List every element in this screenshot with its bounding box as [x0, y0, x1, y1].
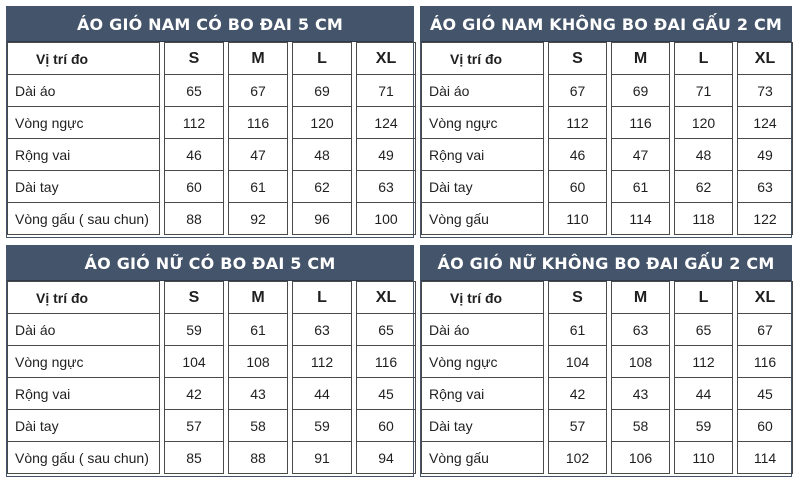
measurement-cell: 112: [549, 107, 607, 139]
measurement-cell: 60: [738, 410, 793, 442]
table-row: [8, 442, 416, 474]
measurement-cell: 65: [165, 75, 224, 107]
measurement-cell: 88: [229, 442, 288, 474]
measurement-cell: 61: [229, 171, 288, 203]
table-row: [8, 139, 416, 171]
column-header-size: L: [293, 43, 352, 75]
measurement-cell: 47: [229, 139, 288, 171]
measurement-cell: 69: [293, 75, 352, 107]
measurement-cell: 65: [675, 314, 733, 346]
measurement-cell: 106: [612, 442, 670, 474]
measurement-cell: 67: [738, 314, 793, 346]
row-label: Vòng gấu: [422, 203, 544, 235]
measurement-cell: 45: [357, 378, 416, 410]
measurement-cell: 63: [293, 314, 352, 346]
header-row: [422, 282, 793, 314]
size-table-women-no-band: [420, 245, 792, 477]
row-label: Vòng ngực: [8, 107, 160, 139]
measurement-cell: 46: [165, 139, 224, 171]
measurement-cell: 116: [357, 346, 416, 378]
size-table-men-with-band: [6, 6, 414, 238]
measurement-cell: 91: [293, 442, 352, 474]
measurement-cell: 58: [612, 410, 670, 442]
measurement-cell: 60: [549, 171, 607, 203]
measurement-cell: 63: [738, 171, 793, 203]
column-header-size: M: [612, 282, 670, 314]
row-label: Dài áo: [8, 75, 160, 107]
size-table: [421, 281, 793, 474]
row-label: Dài tay: [8, 171, 160, 203]
table-row: [422, 75, 793, 107]
row-label: Vòng gấu: [422, 442, 544, 474]
row-label: Dài áo: [8, 314, 160, 346]
table-row: [422, 139, 793, 171]
measurement-cell: 73: [738, 75, 793, 107]
measurement-cell: 58: [229, 410, 288, 442]
column-header-size: S: [165, 43, 224, 75]
measurement-cell: 108: [229, 346, 288, 378]
table-row: [422, 378, 793, 410]
table-row: [8, 171, 416, 203]
measurement-cell: 63: [612, 314, 670, 346]
table-row: [422, 410, 793, 442]
measurement-cell: 67: [549, 75, 607, 107]
row-label: Vòng ngực: [422, 346, 544, 378]
measurement-cell: 88: [165, 203, 224, 235]
header-row: [8, 43, 416, 75]
measurement-cell: 120: [675, 107, 733, 139]
measurement-cell: 49: [357, 139, 416, 171]
measurement-cell: 96: [293, 203, 352, 235]
measurement-cell: 49: [738, 139, 793, 171]
column-header-size: M: [229, 43, 288, 75]
table-row: [8, 75, 416, 107]
column-header-size: XL: [738, 282, 793, 314]
column-header-position: Vị trí đo: [8, 43, 160, 75]
measurement-cell: 62: [675, 171, 733, 203]
table-row: [422, 107, 793, 139]
table-row: [422, 314, 793, 346]
measurement-cell: 62: [293, 171, 352, 203]
table-row: [8, 346, 416, 378]
measurement-cell: 59: [165, 314, 224, 346]
table-row: [422, 171, 793, 203]
measurement-cell: 48: [675, 139, 733, 171]
header-row: [422, 43, 793, 75]
measurement-cell: 118: [675, 203, 733, 235]
measurement-cell: 59: [293, 410, 352, 442]
column-header-position: Vị trí đo: [422, 282, 544, 314]
column-header-size: L: [675, 43, 733, 75]
size-table: [421, 42, 793, 235]
measurement-cell: 116: [612, 107, 670, 139]
table-row: [422, 442, 793, 474]
measurement-cell: 112: [293, 346, 352, 378]
measurement-cell: 92: [229, 203, 288, 235]
measurement-cell: 71: [675, 75, 733, 107]
measurement-cell: 42: [165, 378, 224, 410]
size-table-women-with-band: [6, 245, 414, 477]
row-label: Vòng gấu ( sau chun): [8, 442, 160, 474]
table-row: [8, 378, 416, 410]
measurement-cell: 112: [165, 107, 224, 139]
header-row: [8, 282, 416, 314]
column-header-size: XL: [357, 282, 416, 314]
size-table: [7, 281, 416, 474]
row-label: Rộng vai: [422, 378, 544, 410]
measurement-cell: 59: [675, 410, 733, 442]
column-header-position: Vị trí đo: [8, 282, 160, 314]
measurement-cell: 69: [612, 75, 670, 107]
measurement-cell: 60: [165, 171, 224, 203]
column-header-position: Vị trí đo: [422, 43, 544, 75]
row-label: Rộng vai: [8, 378, 160, 410]
measurement-cell: 122: [738, 203, 793, 235]
table-row: [8, 314, 416, 346]
row-label: Rộng vai: [8, 139, 160, 171]
measurement-cell: 44: [293, 378, 352, 410]
row-label: Vòng ngực: [422, 107, 544, 139]
measurement-cell: 61: [612, 171, 670, 203]
measurement-cell: 110: [675, 442, 733, 474]
measurement-cell: 102: [549, 442, 607, 474]
measurement-cell: 114: [738, 442, 793, 474]
measurement-cell: 124: [357, 107, 416, 139]
table-row: [422, 346, 793, 378]
measurement-cell: 67: [229, 75, 288, 107]
column-header-size: XL: [738, 43, 793, 75]
measurement-cell: 94: [357, 442, 416, 474]
column-header-size: L: [675, 282, 733, 314]
measurement-cell: 116: [229, 107, 288, 139]
column-header-size: M: [229, 282, 288, 314]
measurement-cell: 60: [357, 410, 416, 442]
measurement-cell: 112: [675, 346, 733, 378]
measurement-cell: 65: [357, 314, 416, 346]
table-row: [422, 203, 793, 235]
table-row: [8, 107, 416, 139]
column-header-size: XL: [357, 43, 416, 75]
measurement-cell: 57: [549, 410, 607, 442]
measurement-cell: 104: [549, 346, 607, 378]
measurement-cell: 85: [165, 442, 224, 474]
measurement-cell: 43: [229, 378, 288, 410]
measurement-cell: 43: [612, 378, 670, 410]
measurement-cell: 63: [357, 171, 416, 203]
measurement-cell: 116: [738, 346, 793, 378]
row-label: Dài áo: [422, 314, 544, 346]
row-label: Vòng ngực: [8, 346, 160, 378]
row-label: Dài tay: [422, 410, 544, 442]
table-title: ÁO GIÓ NAM KHÔNG BO ĐAI GẤU 2 CM: [421, 7, 791, 42]
measurement-cell: 120: [293, 107, 352, 139]
measurement-cell: 47: [612, 139, 670, 171]
row-label: Vòng gấu ( sau chun): [8, 203, 160, 235]
measurement-cell: 42: [549, 378, 607, 410]
column-header-size: L: [293, 282, 352, 314]
measurement-cell: 108: [612, 346, 670, 378]
table-title: ÁO GIÓ NỮ KHÔNG BO ĐAI GẤU 2 CM: [421, 246, 791, 281]
measurement-cell: 57: [165, 410, 224, 442]
column-header-size: S: [549, 43, 607, 75]
measurement-cell: 114: [612, 203, 670, 235]
row-label: Dài áo: [422, 75, 544, 107]
table-row: [8, 203, 416, 235]
measurement-cell: 46: [549, 139, 607, 171]
measurement-cell: 61: [229, 314, 288, 346]
measurement-cell: 124: [738, 107, 793, 139]
column-header-size: S: [165, 282, 224, 314]
table-title: ÁO GIÓ NAM CÓ BO ĐAI 5 CM: [7, 7, 413, 42]
row-label: Dài tay: [422, 171, 544, 203]
measurement-cell: 100: [357, 203, 416, 235]
row-label: Rộng vai: [422, 139, 544, 171]
measurement-cell: 61: [549, 314, 607, 346]
measurement-cell: 110: [549, 203, 607, 235]
table-row: [8, 410, 416, 442]
size-table-men-no-band: [420, 6, 792, 238]
column-header-size: M: [612, 43, 670, 75]
table-title: ÁO GIÓ NỮ CÓ BO ĐAI 5 CM: [7, 246, 413, 281]
measurement-cell: 44: [675, 378, 733, 410]
row-label: Dài tay: [8, 410, 160, 442]
measurement-cell: 45: [738, 378, 793, 410]
measurement-cell: 71: [357, 75, 416, 107]
column-header-size: S: [549, 282, 607, 314]
measurement-cell: 48: [293, 139, 352, 171]
size-table: [7, 42, 416, 235]
measurement-cell: 104: [165, 346, 224, 378]
